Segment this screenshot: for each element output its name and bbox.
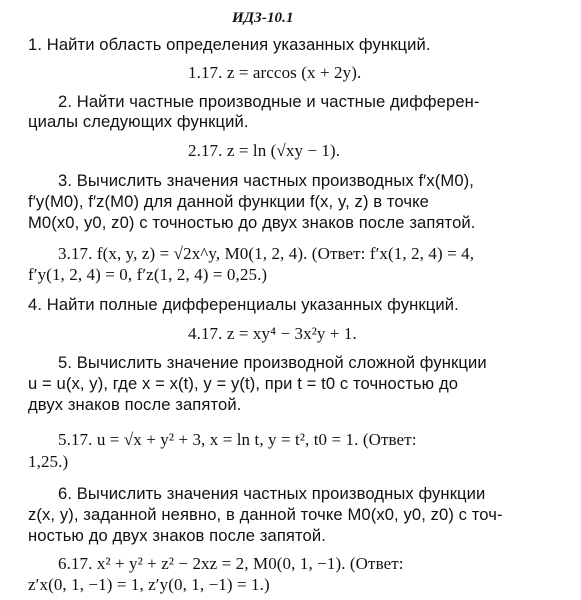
problem-6-17-line-1: 6.17. x² + y² + z² − 2xz = 2, M0(0, 1, −1). (Ответ:: [58, 554, 404, 573]
task-6-line-2: z(x, y), заданной неявно, в данной точке M0(x0, y0, z0) с точ-: [28, 505, 503, 524]
problem-4-17: 4.17. z = xy⁴ − 3x²y + 1.: [188, 324, 357, 343]
document-title: ИДЗ-10.1: [232, 10, 294, 26]
task-5-line-2: u = u(x, y), где x = x(t), y = y(t), при t = t0 с точностью до: [28, 374, 459, 393]
problem-3-17-line-1: 3.17. f(x, y, z) = √2x^y, M0(1, 2, 4). (Ответ: f′x(1, 2, 4) = 4,: [58, 244, 475, 263]
problem-3-17-line-2: f′y(1, 2, 4) = 0, f′z(1, 2, 4) = 0,25.): [28, 265, 268, 284]
task-3-line-3: M0(x0, y0, z0) с точностью до двух знаков после запятой.: [28, 213, 476, 232]
task-5-line-3: двух знаков после запятой.: [28, 395, 242, 414]
task-1: 1. Найти область определения указанных функций.: [28, 35, 431, 54]
problem-5-17-line-2: 1,25.): [28, 452, 69, 471]
problem-6-17-line-2: z′x(0, 1, −1) = 1, z′y(0, 1, −1) = 1.): [28, 575, 270, 594]
task-6-line-3: ностью до двух знаков после запятой.: [28, 526, 326, 545]
task-3-line-2: f′y(M0), f′z(M0) для данной функции f(x, y, z) в точке: [28, 192, 430, 211]
problem-1-17: 1.17. z = arccos (x + 2y).: [188, 63, 362, 82]
problem-2-17: 2.17. z = ln (√xy − 1).: [188, 141, 341, 160]
task-2-line-1: 2. Найти частные производные и частные дифферен-: [58, 92, 480, 111]
task-2-line-2: циалы следующих функций.: [28, 112, 249, 131]
task-3-line-1: 3. Вычислить значения частных производных f′x(M0),: [58, 171, 474, 190]
task-5-line-1: 5. Вычислить значение производной сложной функции: [58, 353, 487, 372]
task-6-line-1: 6. Вычислить значения частных производных функции: [58, 484, 486, 503]
task-4: 4. Найти полные дифференциалы указанных функций.: [28, 295, 459, 314]
problem-5-17-line-1: 5.17. u = √x + y² + 3, x = ln t, y = t², t0 = 1. (Ответ:: [58, 430, 417, 449]
